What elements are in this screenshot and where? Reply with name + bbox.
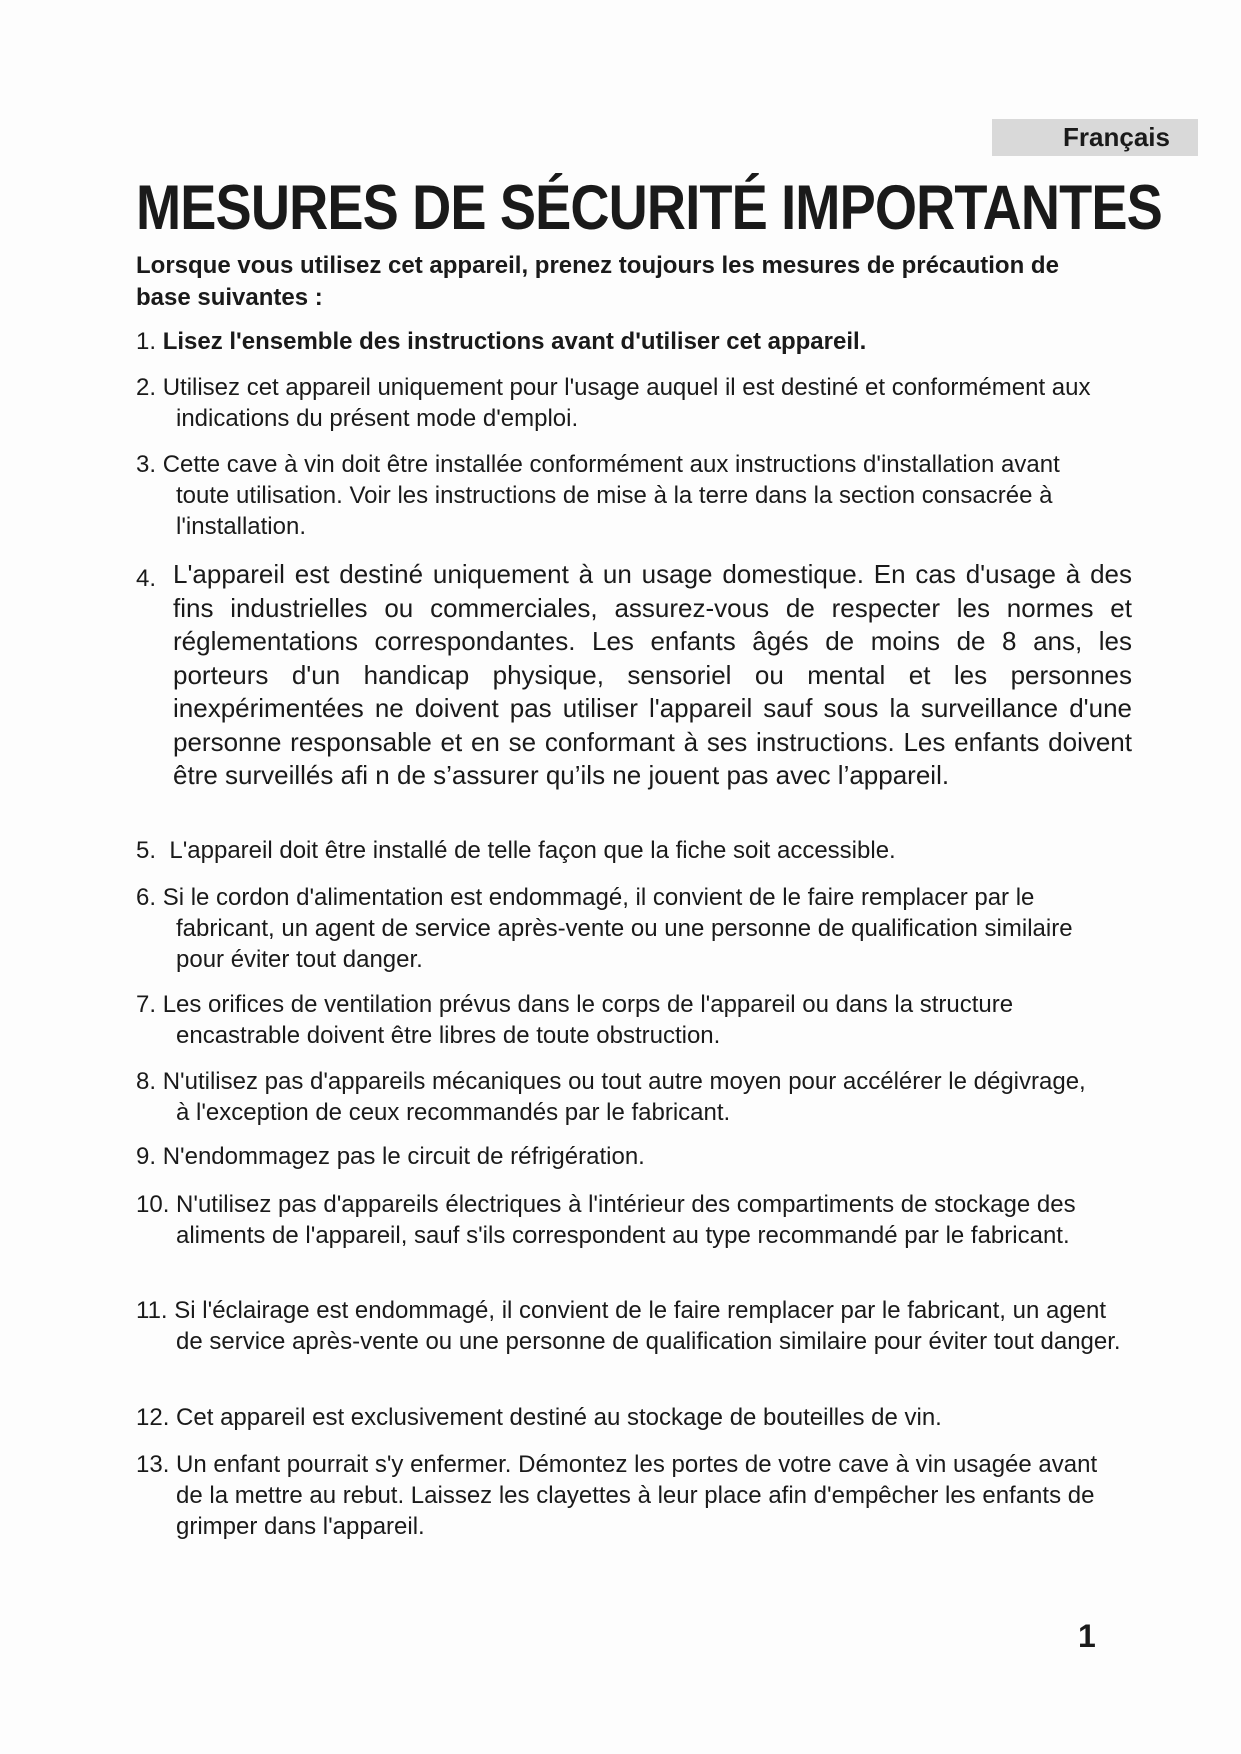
item-number: 12. <box>136 1404 170 1431</box>
safety-item-9 <box>136 1141 1136 1172</box>
item-number: 5. <box>136 837 157 864</box>
safety-item-2 <box>136 372 1116 434</box>
item-number: 7. <box>136 991 157 1018</box>
item-text: Un enfant pourrait s'y enfermer. Démontez les portes de votre cave à vin usagée avant de la mettre au rebut. Laissez les clayettes à leur place afin d'empêcher les enfants de grimper dans l'appareil. <box>176 1451 1098 1540</box>
intro-text: Lorsque vous utilisez cet appareil, prenez toujours les mesures de précaution de base suivantes : <box>136 252 1059 311</box>
item-text: Cette cave à vin doit être installée conformément aux instructions d'installation avant toute utilisation. Voir les instructions de mise à la terre dans la section consacrée à l'installation. <box>162 451 1060 540</box>
item-number: 4. <box>136 565 157 592</box>
safety-item-6 <box>136 882 1096 975</box>
item-text: Utilisez cet appareil uniquement pour l'usage auquel il est destiné et conformément aux indications du présent mode d'emploi. <box>162 374 1091 432</box>
safety-item-5 <box>136 835 1136 866</box>
item-text: Si le cordon d'alimentation est endommagé, il convient de le faire remplacer par le fabricant, un agent de service après-vente ou une personne de qualification similaire pour éviter tout danger. <box>162 884 1073 973</box>
item-text: N'endommagez pas le circuit de réfrigération. <box>162 1143 645 1170</box>
item-text: Les orifices de ventilation prévus dans le corps de l'appareil ou dans la structure encastrable doivent être libres de toute obstruction. <box>162 991 1014 1049</box>
page-title: MESURES DE SÉCURITÉ IMPORTANTES <box>136 173 1162 243</box>
item-text: L'appareil est destiné uniquement à un usage domestique. En cas d'usage à des fins industrielles ou commerciales, assurez-vous de respecter les normes et réglementations correspondantes. Les enfants âgés de moins de 8 ans, les porteurs d'un handicap physique, sensoriel ou mental et les personnes inexpérimentées ne doivent pas utiliser l'appareil sauf sous la surveillance d'une personne responsable et en se conformant à ses instructions. Les enfants doivent être surveillés afi n de s’assurer qu’ils ne jouent pas avec l’appareil. <box>173 559 1132 790</box>
safety-item-1 <box>136 326 1136 357</box>
safety-item-4 <box>136 558 1132 793</box>
item-number: 6. <box>136 884 157 911</box>
item-number: 3. <box>136 451 157 478</box>
item-text: N'utilisez pas d'appareils électriques à l'intérieur des compartiments de stockage des aliments de l'appareil, sauf s'ils correspondent au type recommandé par le fabricant. <box>176 1191 1076 1249</box>
item-number: 11. <box>136 1297 168 1324</box>
safety-item-7 <box>136 989 1096 1051</box>
item-number: 13. <box>136 1451 170 1478</box>
safety-item-8 <box>136 1066 1096 1128</box>
item-text: Si l'éclairage est endommagé, il convient de le faire remplacer par le fabricant, un agent de service après-vente ou une personne de qualification similaire pour éviter tout danger. <box>174 1297 1121 1355</box>
safety-item-3 <box>136 449 1076 542</box>
item-number: 2. <box>136 374 157 401</box>
safety-item-10 <box>136 1189 1096 1251</box>
language-tab: Français <box>992 119 1198 156</box>
item-text: Cet appareil est exclusivement destiné au stockage de bouteilles de vin. <box>176 1404 942 1431</box>
safety-item-13 <box>136 1449 1126 1542</box>
item-number: 8. <box>136 1068 157 1095</box>
item-text: Lisez l'ensemble des instructions avant d'utiliser cet appareil. <box>162 328 867 355</box>
item-number: 10. <box>136 1191 170 1218</box>
item-number: 1. <box>136 328 157 355</box>
page-number: 1 <box>1078 1618 1096 1654</box>
item-number: 9. <box>136 1143 157 1170</box>
item-text: N'utilisez pas d'appareils mécaniques ou tout autre moyen pour accélérer le dégivrage, à l'exception de ceux recommandés par le fabricant. <box>162 1068 1086 1126</box>
item-text: L'appareil doit être installé de telle façon que la fiche soit accessible. <box>169 837 896 864</box>
safety-item-11 <box>136 1295 1126 1357</box>
safety-item-12 <box>136 1402 1136 1433</box>
